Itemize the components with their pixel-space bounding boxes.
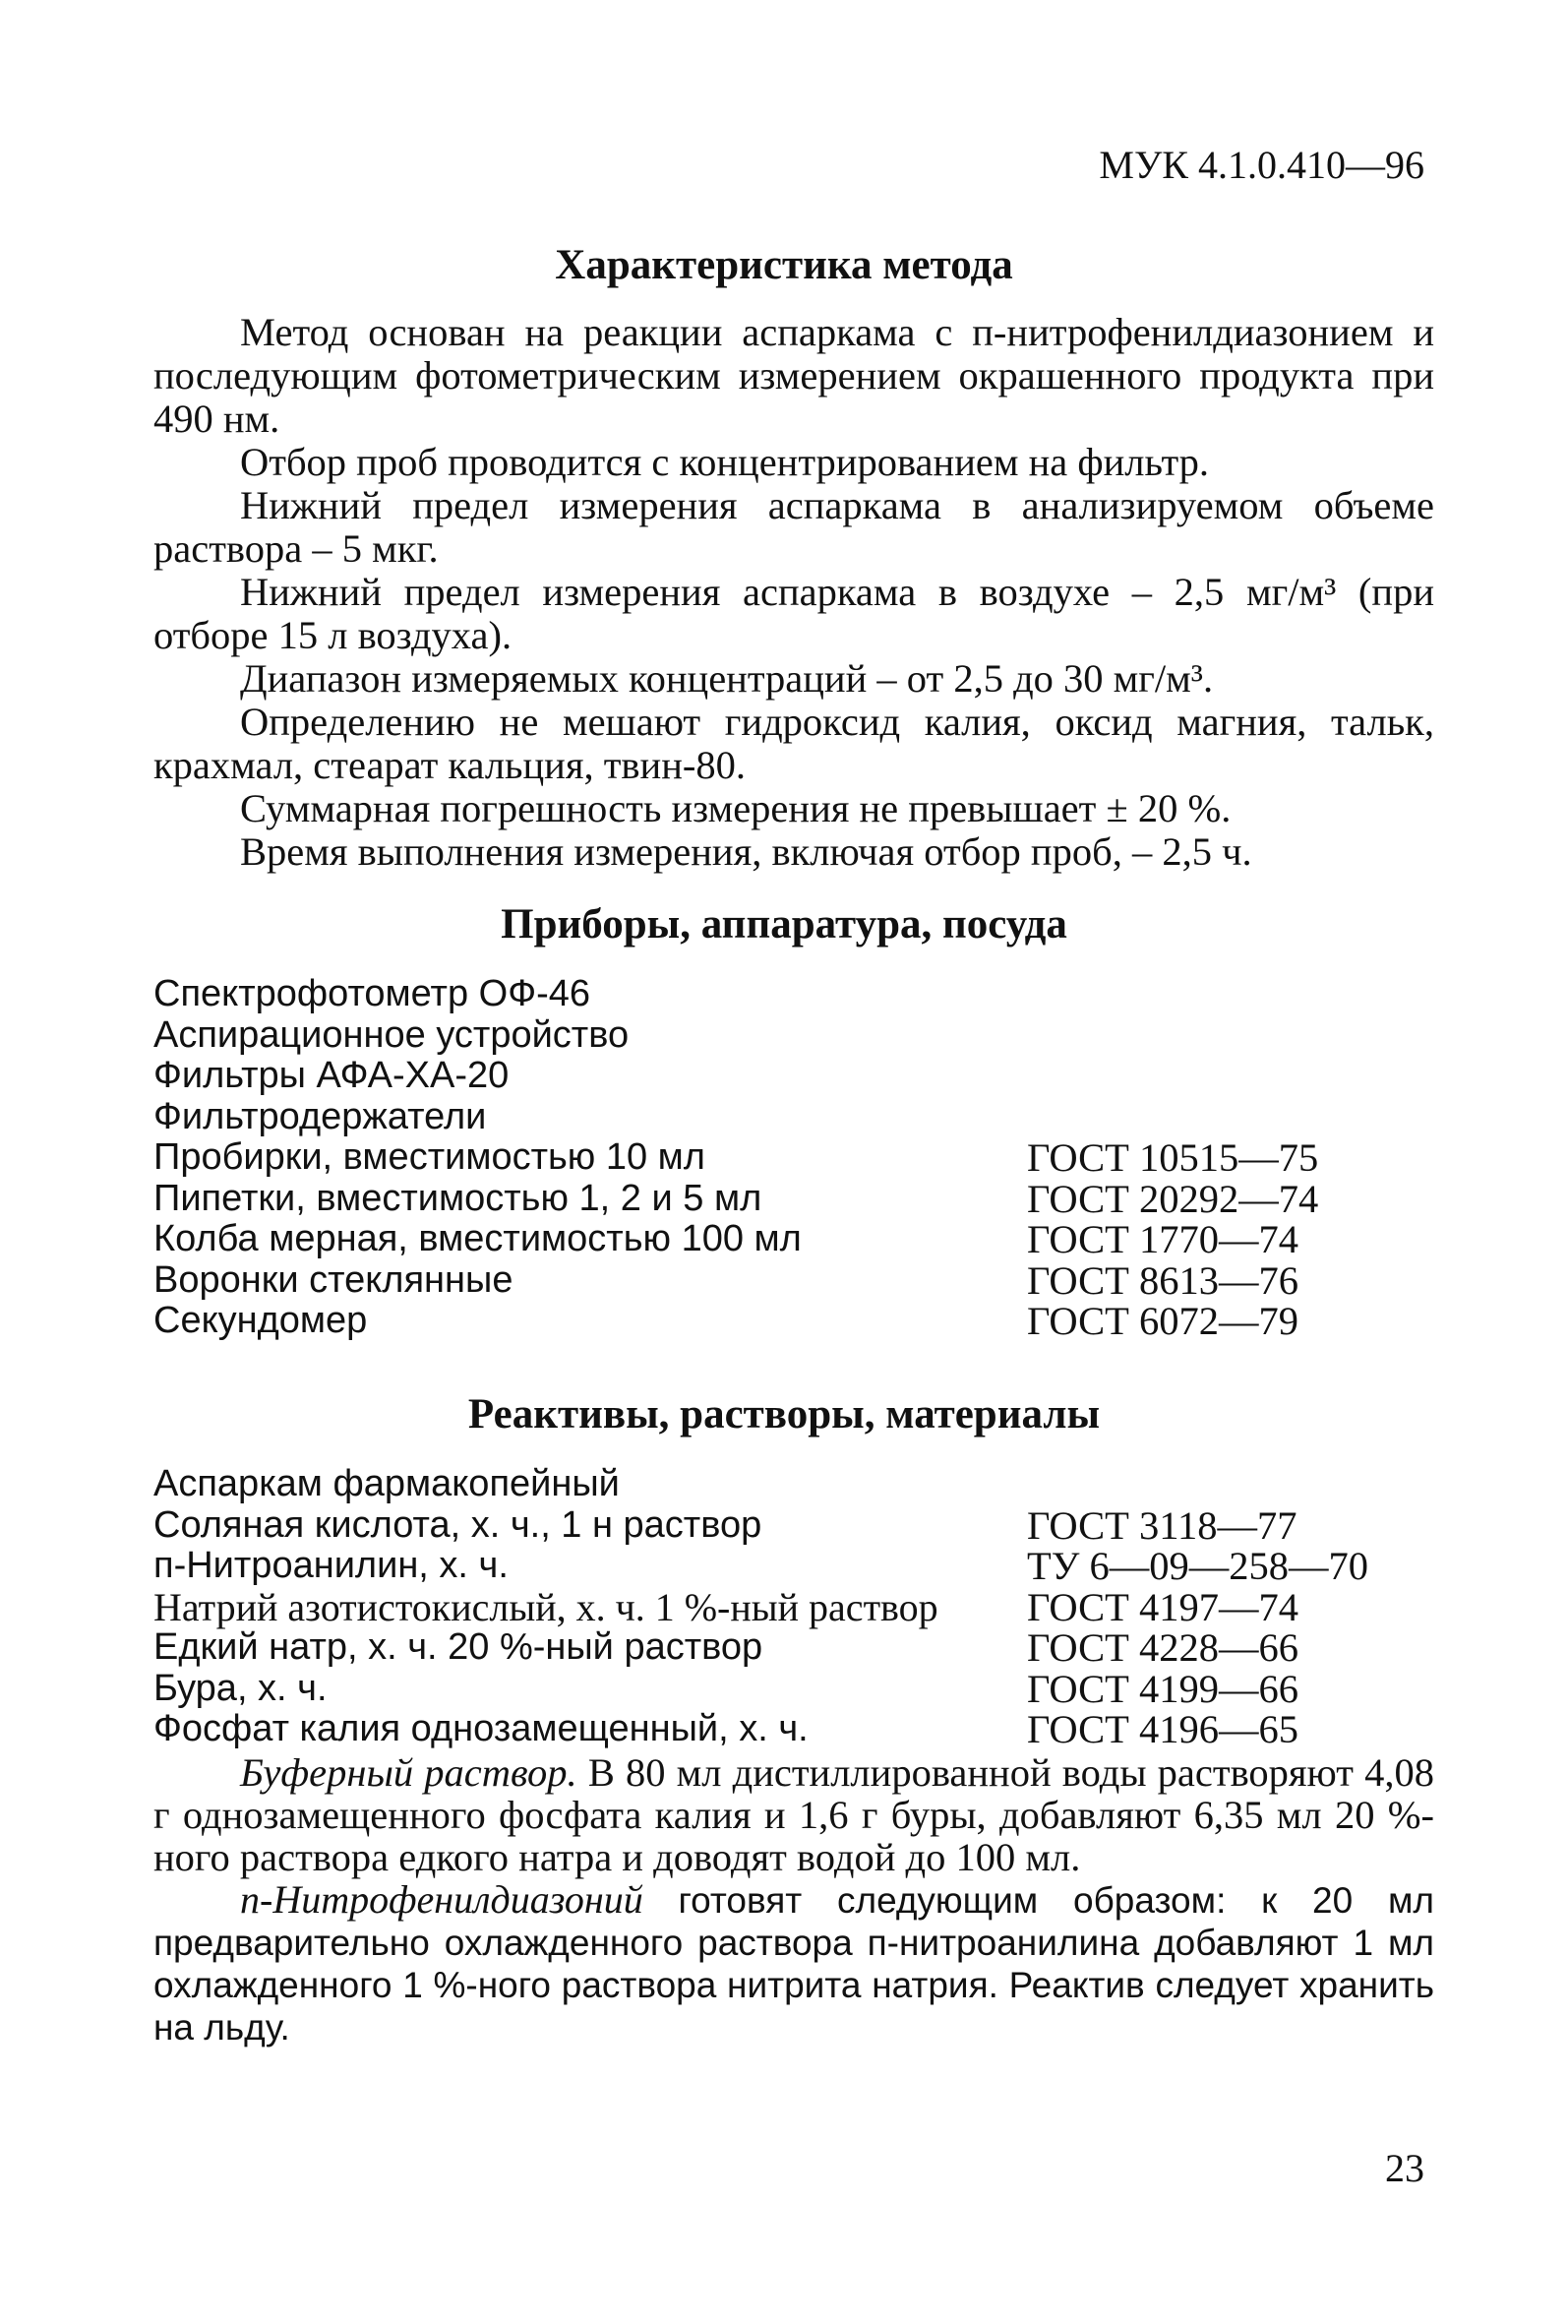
reagents-list bbox=[153, 1464, 1434, 1750]
paragraph: Метод основан на реакции аспаркама с п-нитрофенилдиазонием и последующим фотометрическим измерением окрашенного продукта при 490 нм. bbox=[153, 310, 1434, 441]
item-name: Едкий натр, х. ч. 20 %-ный раствор bbox=[153, 1626, 763, 1668]
diazo-title: п-Нитрофенилдиазоний bbox=[240, 1877, 643, 1922]
section-title-equipment: Приборы, аппаратура, посуда bbox=[501, 901, 1067, 948]
paragraph: Время выполнения измерения, включая отбор проб, – 2,5 ч. bbox=[240, 829, 1252, 874]
list-item bbox=[153, 1137, 1434, 1179]
item-name: Аспаркам фармакопейный bbox=[153, 1463, 620, 1504]
list-item bbox=[153, 1627, 1434, 1669]
list-item bbox=[153, 1709, 1434, 1750]
item-name: Фосфат калия однозамещенный, х. ч. bbox=[153, 1708, 809, 1749]
item-name: Фильтродержатели bbox=[153, 1095, 487, 1137]
item-standard: ГОСТ 20292—74 bbox=[1027, 1176, 1319, 1221]
item-standard: ГОСТ 6072—79 bbox=[1027, 1299, 1299, 1343]
list-item bbox=[153, 1015, 1434, 1057]
item-name: Пробирки, вместимостью 10 мл bbox=[153, 1136, 705, 1178]
method-paragraphs bbox=[153, 311, 1434, 874]
document-code: МУК 4.1.0.410—96 bbox=[1099, 143, 1424, 187]
page-number: 23 bbox=[1385, 2146, 1424, 2190]
paragraph: Нижний предел измерения аспаркама в анализируемом объеме раствора – 5 мкг. bbox=[153, 483, 1434, 571]
list-item bbox=[153, 1301, 1434, 1342]
paragraph: Определению не мешают гидроксид калия, оксид магния, тальк, крахмал, стеарат кальция, твин-80. bbox=[153, 700, 1434, 787]
buffer-paragraph bbox=[153, 1751, 1434, 1878]
section-title-method: Характеристика метода bbox=[555, 242, 1013, 288]
preparation-paragraphs bbox=[153, 1751, 1434, 2049]
list-item bbox=[153, 1666, 1434, 1711]
list-item bbox=[153, 1464, 1434, 1505]
item-name: Секундомер bbox=[153, 1300, 368, 1341]
item-name: п-Нитроанилин, х. ч. bbox=[153, 1545, 509, 1586]
list-item bbox=[153, 1219, 1434, 1260]
item-name: Спектрофотометр ОФ-46 bbox=[153, 973, 591, 1014]
list-item bbox=[153, 974, 1434, 1015]
list-item bbox=[153, 1502, 1434, 1548]
list-item bbox=[153, 1257, 1434, 1303]
list-item bbox=[153, 1584, 1434, 1629]
item-name: Соляная кислота, х. ч., 1 н раствор bbox=[153, 1503, 762, 1546]
buffer-title: Буферный раствор. bbox=[240, 1750, 577, 1795]
item-name: Воронки стеклянные bbox=[153, 1258, 513, 1301]
list-item bbox=[153, 1176, 1434, 1221]
item-name: Натрий азотистокислый, х. ч. 1 %-ный раствор bbox=[153, 1584, 938, 1629]
item-name: Пипетки, вместимостью 1, 2 и 5 мл bbox=[153, 1177, 762, 1219]
item-standard: ГОСТ 4197—74 bbox=[1027, 1584, 1299, 1629]
paragraph: Нижний предел измерения аспаркама в воздухе – 2,5 мг/м³ (при отборе 15 л воздуха). bbox=[153, 570, 1434, 657]
paragraph: Отбор проб проводится с концентрированием на фильтр. bbox=[240, 440, 1210, 484]
item-standard: ГОСТ 3118—77 bbox=[1027, 1502, 1297, 1548]
item-name: Аспирационное устройство bbox=[153, 1013, 630, 1056]
list-item bbox=[153, 1056, 1434, 1097]
diazo-text: готовят следующим образом: к 20 мл предварительно охлажденного раствора п-нитроанилина добавляют 1 мл охлажденного 1 %-ного раствора нитрита натрия. Реактив следует хранить на льду. bbox=[153, 1880, 1434, 2048]
list-item bbox=[153, 1097, 1434, 1138]
diazo-paragraph bbox=[153, 1878, 1434, 2049]
item-standard: ГОСТ 4199—66 bbox=[1027, 1666, 1299, 1711]
item-standard: ГОСТ 4196—65 bbox=[1027, 1707, 1299, 1751]
item-standard: ГОСТ 10515—75 bbox=[1027, 1135, 1319, 1180]
paragraph: Диапазон измеряемых концентраций – от 2,5 до 30 мг/м³. bbox=[240, 656, 1214, 701]
section-title-reagents: Реактивы, растворы, материалы bbox=[467, 1391, 1101, 1437]
buffer-text: В 80 мл дистиллированной воды растворяют 4,08 г однозамещенного фосфата калия и 1,6 г буры, добавляют 6,35 мл 20 %-ного раствора едкого натра и доводят водой до 100 мл. bbox=[153, 1750, 1434, 1879]
item-name: Фильтры АФА-ХА-20 bbox=[153, 1055, 510, 1096]
item-standard: ГОСТ 4228—66 bbox=[1027, 1625, 1299, 1670]
item-standard: ГОСТ 1770—74 bbox=[1027, 1217, 1299, 1261]
item-name: Колба мерная, вместимостью 100 мл bbox=[153, 1218, 802, 1259]
paragraph: Суммарная погрешность измерения не превышает ± 20 %. bbox=[240, 786, 1232, 830]
item-standard: ГОСТ 8613—76 bbox=[1027, 1257, 1299, 1303]
item-standard: ТУ 6—09—258—70 bbox=[1027, 1544, 1369, 1588]
equipment-list bbox=[153, 974, 1434, 1342]
list-item bbox=[153, 1546, 1434, 1587]
item-name: Бура, х. ч. bbox=[153, 1667, 328, 1709]
